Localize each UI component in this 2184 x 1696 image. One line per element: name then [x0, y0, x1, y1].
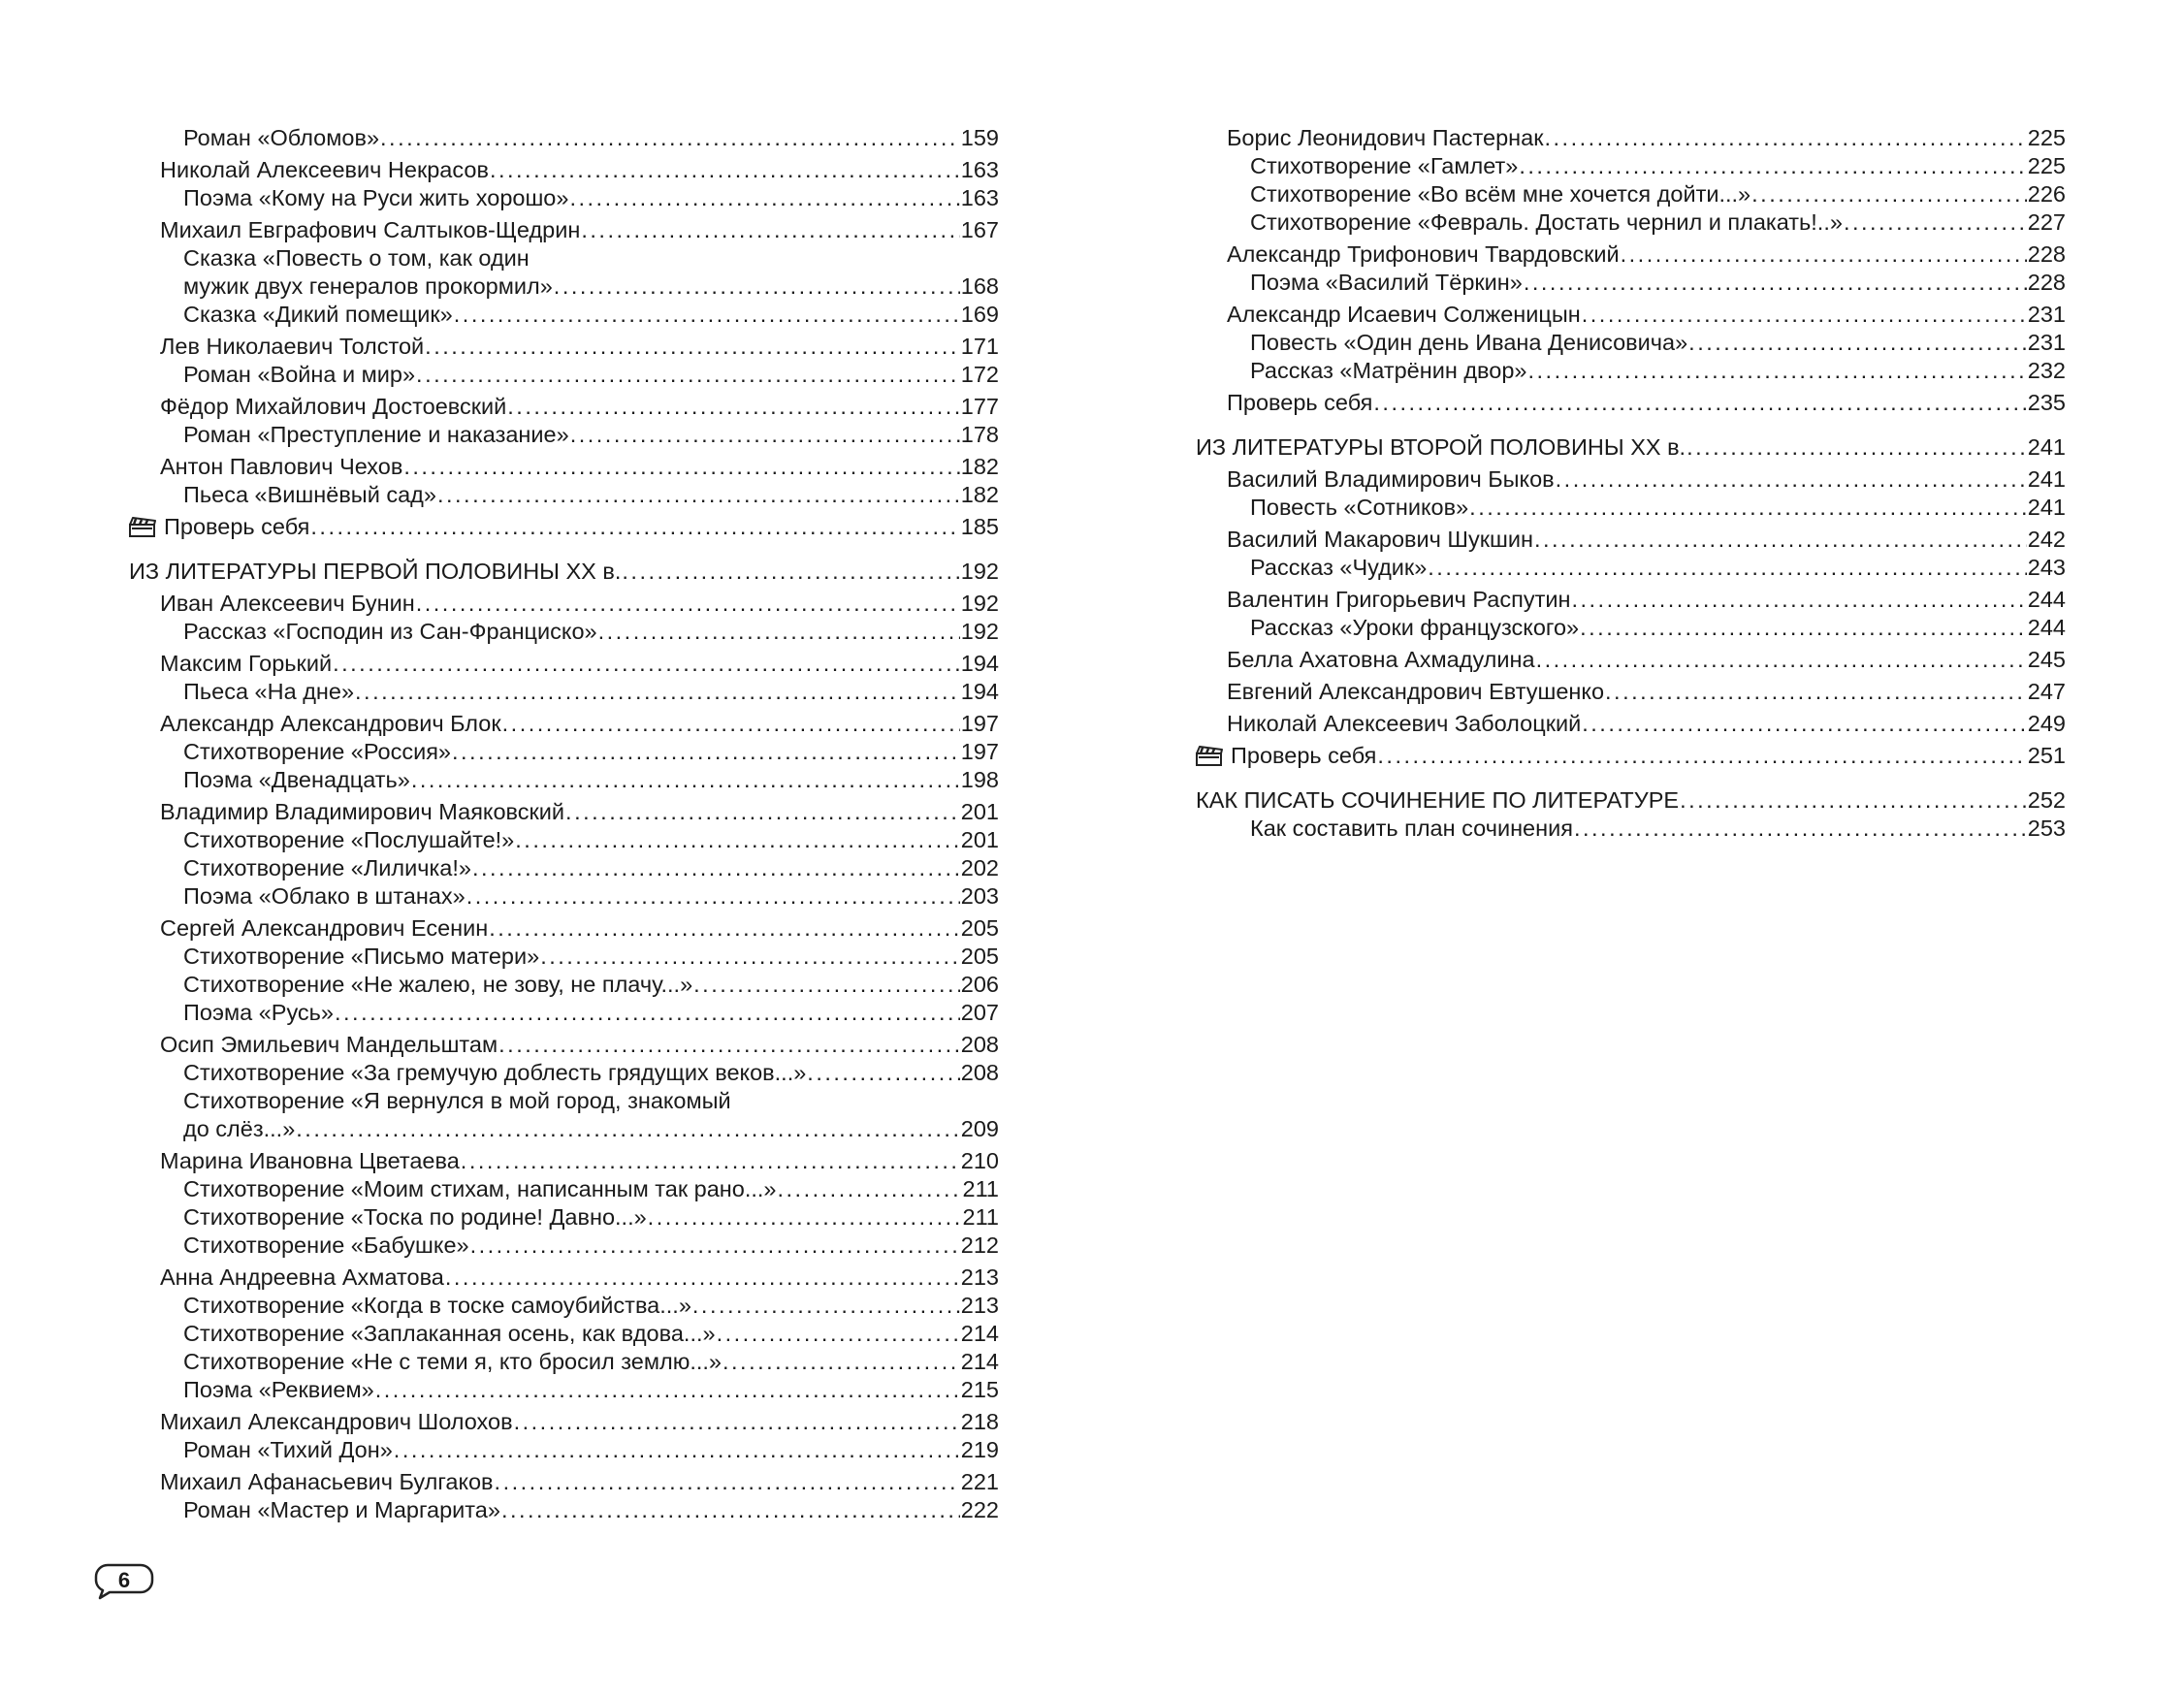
entry-page: 198	[960, 767, 999, 792]
dot-leader	[570, 421, 960, 449]
entry-page: 221	[960, 1469, 999, 1494]
entry-title: Николай Алексеевич Некрасов	[160, 157, 489, 182]
entry-page: 213	[960, 1264, 999, 1290]
dot-leader	[515, 826, 960, 854]
toc-entry[interactable]	[129, 1348, 999, 1376]
entry-title: Марина Ивановна Цветаева	[160, 1148, 460, 1173]
toc-entry[interactable]	[129, 272, 999, 301]
toc-entry[interactable]	[129, 1376, 999, 1404]
dot-leader	[490, 156, 960, 184]
dot-leader	[1605, 678, 2027, 706]
toc-entry[interactable]	[1196, 124, 2066, 152]
entry-title: Александр Трифонович Твардовский	[1227, 241, 1620, 267]
dot-leader	[296, 1115, 960, 1143]
toc-entry[interactable]	[129, 854, 999, 882]
entry-page: 241	[2027, 434, 2066, 460]
entry-page: 218	[960, 1409, 999, 1434]
entry-title: Василий Макарович Шукшин	[1227, 527, 1533, 552]
dot-leader	[1844, 208, 2027, 237]
toc-entry[interactable]	[129, 393, 999, 421]
toc-entry[interactable]	[129, 156, 999, 184]
entry-title: Повесть «Сотников»	[1250, 495, 1469, 520]
entry-page: 214	[960, 1321, 999, 1346]
entry-page: 194	[960, 651, 999, 676]
entry-page: 253	[2027, 816, 2066, 841]
toc-entry[interactable]	[129, 914, 999, 943]
entry-page: 219	[960, 1437, 999, 1462]
dot-leader	[394, 1436, 960, 1464]
dot-leader	[565, 798, 960, 826]
toc-entry[interactable]	[1196, 152, 2066, 180]
entry-title: Сергей Александрович Есенин	[160, 915, 489, 941]
entry-page: 182	[960, 482, 999, 507]
entry-page: 177	[960, 394, 999, 419]
dot-leader	[1524, 269, 2027, 297]
section-title: КАК ПИСАТЬ СОЧИНЕНИЕ ПО ЛИТЕРАТУРЕ	[1196, 787, 1680, 813]
entry-title: Стихотворение «Не с теми я, кто бросил землю...»	[183, 1349, 722, 1374]
entry-title: Стихотворение «Заплаканная осень, как вдова...»	[183, 1321, 716, 1346]
entry-page: 213	[960, 1293, 999, 1318]
entry-title: Михаил Афанасьевич Булгаков	[160, 1469, 494, 1494]
dot-leader	[1556, 465, 2027, 494]
toc-entry-self-check[interactable]	[129, 513, 999, 541]
dot-leader	[540, 943, 960, 971]
dot-leader	[1621, 240, 2027, 269]
dot-leader	[693, 971, 960, 999]
dot-leader	[598, 618, 960, 646]
entry-title: Стихотворение «Бабушке»	[183, 1232, 469, 1258]
dot-leader	[502, 710, 960, 738]
entry-title: Стихотворение «Письмо матери»	[183, 944, 540, 969]
dot-leader	[472, 854, 960, 882]
entry-title: Проверь себя	[1227, 390, 1373, 415]
toc-entry[interactable]	[129, 650, 999, 678]
toc-entry[interactable]	[129, 1468, 999, 1496]
entry-page: 228	[2027, 241, 2066, 267]
dot-leader	[470, 1232, 960, 1260]
dot-leader	[1680, 786, 2027, 815]
entry-title: Фёдор Михайлович Достоевский	[160, 394, 507, 419]
entry-page: 197	[960, 739, 999, 764]
dot-leader	[333, 650, 960, 678]
toc-entry[interactable]	[129, 1264, 999, 1292]
entry-page: 192	[960, 559, 999, 584]
dot-leader	[723, 1348, 960, 1376]
entry-page: 211	[962, 1204, 999, 1230]
entry-page: 228	[2027, 270, 2066, 295]
dot-leader	[1571, 586, 2026, 614]
toc-entry[interactable]	[1196, 614, 2066, 642]
clapperboard-icon	[129, 516, 156, 537]
toc-entry-wrapped-line: Стихотворение «Я вернулся в мой город, знакомый	[183, 1088, 731, 1113]
toc-entry[interactable]	[129, 361, 999, 389]
dot-leader	[501, 1496, 960, 1524]
entry-page: 227	[2027, 209, 2066, 235]
page-number: 6	[117, 1568, 131, 1592]
entry-title: Рассказ «Уроки французского»	[1250, 615, 1580, 640]
entry-title: Василий Владимирович Быков	[1227, 466, 1555, 492]
toc-section-heading[interactable]	[129, 558, 999, 586]
toc-entry[interactable]	[129, 1408, 999, 1436]
toc-entry[interactable]	[129, 618, 999, 646]
dot-leader	[554, 272, 960, 301]
entry-page: 192	[960, 591, 999, 616]
toc-entry[interactable]	[1196, 646, 2066, 674]
dot-leader	[1536, 646, 2027, 674]
toc-entry[interactable]	[129, 766, 999, 794]
entry-title: Борис Леонидович Пастернак	[1227, 125, 1544, 150]
dot-leader	[1686, 433, 2027, 462]
entry-title: мужик двух генералов прокормил»	[183, 273, 553, 299]
toc-entry[interactable]	[129, 1115, 999, 1143]
entry-title: Поэма «Реквием»	[183, 1377, 374, 1402]
toc-entry[interactable]	[1196, 301, 2066, 329]
entry-title: Николай Алексеевич Заболоцкий	[1227, 711, 1582, 736]
dot-leader	[461, 1147, 960, 1175]
toc-entry[interactable]	[1196, 465, 2066, 494]
entry-title: Стихотворение «Февраль. Достать чернил и плакать!..»	[1250, 209, 1843, 235]
entry-title: Стихотворение «Лиличка!»	[183, 855, 471, 880]
entry-title: Сказка «Дикий помещик»	[183, 302, 453, 327]
toc-entry[interactable]	[129, 453, 999, 481]
entry-title: Пьеса «Вишнёвый сад»	[183, 482, 436, 507]
clapperboard-icon	[1196, 745, 1223, 766]
dot-leader	[454, 301, 960, 329]
dot-leader	[452, 738, 960, 766]
entry-page: 243	[2027, 555, 2066, 580]
entry-page: 206	[960, 972, 999, 997]
entry-title: Поэма «Русь»	[183, 1000, 334, 1025]
entry-page: 163	[960, 185, 999, 210]
entry-title: Стихотворение «Гамлет»	[1250, 153, 1519, 178]
toc-entry[interactable]	[1196, 526, 2066, 554]
dot-leader	[310, 513, 959, 541]
section-title: ИЗ ЛИТЕРАТУРЫ ВТОРОЙ ПОЛОВИНЫ XX в.	[1196, 434, 1686, 460]
entry-page: 209	[960, 1116, 999, 1141]
entry-page: 241	[2027, 495, 2066, 520]
dot-leader	[416, 590, 960, 618]
entry-title: Евгений Александрович Евтушенко	[1227, 679, 1605, 704]
entry-title: Рассказ «Господин из Сан-Франциско»	[183, 619, 597, 644]
entry-page: 222	[960, 1497, 999, 1522]
dot-leader	[335, 999, 960, 1027]
toc-entry-wrapped-line: Сказка «Повесть о том, как один	[183, 245, 530, 271]
entry-page: 231	[2027, 302, 2066, 327]
entry-page: 168	[960, 273, 999, 299]
entry-title: Рассказ «Матрёнин двор»	[1250, 358, 1527, 383]
entry-page: 242	[2027, 527, 2066, 552]
entry-title: Как составить план сочинения	[1250, 816, 1573, 841]
entry-title: Проверь себя	[1231, 743, 1377, 768]
toc-entry[interactable]	[1196, 678, 2066, 706]
dot-leader	[1534, 526, 2027, 554]
toc-entry[interactable]	[1196, 357, 2066, 385]
toc-entry[interactable]	[129, 1496, 999, 1524]
toc-section-heading[interactable]	[1196, 786, 2066, 815]
toc-entry[interactable]	[129, 943, 999, 971]
toc-entry[interactable]	[129, 1031, 999, 1059]
toc-entry[interactable]	[1196, 329, 2066, 357]
entry-title: Антон Павлович Чехов	[160, 454, 403, 479]
toc-section-heading[interactable]	[1196, 433, 2066, 462]
toc-entry[interactable]	[129, 1232, 999, 1260]
toc-entry[interactable]	[129, 1292, 999, 1320]
entry-title: Стихотворение «Послушайте!»	[183, 827, 515, 852]
entry-page: 171	[960, 334, 999, 359]
entry-page: 235	[2027, 390, 2066, 415]
dot-leader	[466, 882, 960, 911]
toc-entry[interactable]	[129, 678, 999, 706]
entry-title: Роман «Тихий Дон»	[183, 1437, 393, 1462]
entry-page: 244	[2027, 587, 2066, 612]
entry-title: Белла Ахатовна Ахмадулина	[1227, 647, 1535, 672]
entry-page: 245	[2027, 647, 2066, 672]
dot-leader	[514, 1408, 960, 1436]
entry-page: 225	[2027, 153, 2066, 178]
entry-page: 197	[960, 711, 999, 736]
entry-title: Роман «Мастер и Маргарита»	[183, 1497, 500, 1522]
entry-page: 251	[2027, 743, 2066, 768]
entry-title: Проверь себя	[164, 514, 310, 539]
dot-leader	[489, 914, 960, 943]
entry-page: 202	[960, 855, 999, 880]
entry-title: Стихотворение «Не жалею, не зову, не плачу...»	[183, 972, 693, 997]
dot-leader	[1751, 180, 2027, 208]
entry-title: Поэма «Двенадцать»	[183, 767, 410, 792]
entry-title: Стихотворение «За гремучую доблесть грядущих веков...»	[183, 1060, 807, 1085]
toc-entry[interactable]	[129, 590, 999, 618]
dot-leader	[1580, 614, 2027, 642]
entry-page: 215	[960, 1377, 999, 1402]
entry-title: Владимир Владимирович Маяковский	[160, 799, 565, 824]
toc-entry[interactable]	[129, 1436, 999, 1464]
toc-entry[interactable]	[1196, 269, 2066, 297]
entry-title: Осип Эмильевич Мандельштам	[160, 1032, 498, 1057]
entry-title: до слёз...»	[183, 1116, 296, 1141]
toc-entry[interactable]	[129, 421, 999, 449]
dot-leader	[380, 124, 960, 152]
entry-title: Пьеса «На дне»	[183, 679, 355, 704]
entry-title: Иван Алексеевич Бунин	[160, 591, 415, 616]
entry-page: 208	[960, 1060, 999, 1085]
dot-leader	[1528, 357, 2027, 385]
entry-page: 167	[960, 217, 999, 242]
dot-leader	[717, 1320, 960, 1348]
dot-leader	[692, 1292, 960, 1320]
entry-title: Стихотворение «Во всём мне хочется дойти...»	[1250, 181, 1751, 207]
dot-leader	[648, 1203, 962, 1232]
entry-page: 178	[960, 422, 999, 447]
entry-page: 214	[960, 1349, 999, 1374]
toc-entry[interactable]	[129, 184, 999, 212]
entry-page: 247	[2027, 679, 2066, 704]
toc-entry[interactable]	[1196, 208, 2066, 237]
dot-leader	[1574, 815, 2027, 843]
dot-leader	[1519, 152, 2026, 180]
dot-leader	[1582, 710, 2027, 738]
dot-leader	[416, 361, 960, 389]
entry-page: 212	[960, 1232, 999, 1258]
entry-page: 185	[960, 514, 999, 539]
entry-title: Михаил Евграфович Салтыков-Щедрин	[160, 217, 581, 242]
dot-leader	[445, 1264, 960, 1292]
toc-entry[interactable]	[129, 1175, 999, 1203]
entry-page: 182	[960, 454, 999, 479]
dot-leader	[777, 1175, 961, 1203]
entry-page: 241	[2027, 466, 2066, 492]
entry-page: 201	[960, 799, 999, 824]
toc-entry[interactable]	[1196, 815, 2066, 843]
entry-page: 244	[2027, 615, 2066, 640]
entry-page: 169	[960, 302, 999, 327]
dot-leader	[1373, 389, 2026, 417]
entry-page: 203	[960, 883, 999, 909]
toc-entry[interactable]	[129, 971, 999, 999]
entry-page: 172	[960, 362, 999, 387]
dot-leader	[507, 393, 960, 421]
toc-entry[interactable]	[1196, 554, 2066, 582]
toc-right-column	[1196, 124, 2066, 843]
entry-page: 163	[960, 157, 999, 182]
dot-leader	[622, 558, 959, 586]
entry-page: 225	[2027, 125, 2066, 150]
dot-leader	[807, 1059, 959, 1087]
entry-title: Роман «Обломов»	[183, 125, 380, 150]
dot-leader	[375, 1376, 960, 1404]
dot-leader	[495, 1468, 960, 1496]
toc-entry[interactable]	[129, 738, 999, 766]
toc-entry[interactable]	[129, 999, 999, 1027]
entry-page: 159	[960, 125, 999, 150]
dot-leader	[437, 481, 960, 509]
entry-page: 226	[2027, 181, 2066, 207]
entry-page: 232	[2027, 358, 2066, 383]
toc-entry[interactable]	[1196, 180, 2066, 208]
entry-page: 249	[2027, 711, 2066, 736]
entry-title: Максим Горький	[160, 651, 333, 676]
entry-title: Валентин Григорьевич Распутин	[1227, 587, 1571, 612]
toc-entry[interactable]	[129, 1203, 999, 1232]
toc-entry[interactable]	[129, 798, 999, 826]
entry-title: Александр Исаевич Солженицын	[1227, 302, 1581, 327]
dot-leader	[411, 766, 960, 794]
entry-page: 207	[960, 1000, 999, 1025]
entry-title: Михаил Александрович Шолохов	[160, 1409, 513, 1434]
toc-left-column	[129, 124, 999, 1524]
toc-entry[interactable]	[129, 1320, 999, 1348]
toc-entry[interactable]	[1196, 389, 2066, 417]
page-number-badge	[94, 1561, 154, 1600]
toc-entry[interactable]	[129, 301, 999, 329]
dot-leader	[425, 333, 960, 361]
entry-title: Роман «Война и мир»	[183, 362, 416, 387]
dot-leader	[1377, 742, 2026, 770]
entry-title: Повесть «Один день Ивана Денисовича»	[1250, 330, 1688, 355]
entry-title: Анна Андреевна Ахматова	[160, 1264, 444, 1290]
section-title: ИЗ ЛИТЕРАТУРЫ ПЕРВОЙ ПОЛОВИНЫ XX в.	[129, 559, 622, 584]
entry-page: 205	[960, 944, 999, 969]
toc-entry[interactable]	[129, 826, 999, 854]
toc-entry[interactable]	[129, 1147, 999, 1175]
entry-title: Стихотворение «Моим стихам, написанным так рано...»	[183, 1176, 777, 1201]
toc-entry[interactable]	[1196, 586, 2066, 614]
entry-title: Стихотворение «Тоска по родине! Давно...»	[183, 1204, 647, 1230]
entry-page: 210	[960, 1148, 999, 1173]
dot-leader	[569, 184, 959, 212]
entry-page: 208	[960, 1032, 999, 1057]
toc-entry[interactable]	[129, 481, 999, 509]
toc-entry[interactable]	[129, 710, 999, 738]
entry-title: Поэма «Облако в штанах»	[183, 883, 466, 909]
dot-leader	[1469, 494, 2027, 522]
entry-page: 211	[962, 1176, 999, 1201]
entry-title: Стихотворение «Когда в тоске самоубийства...»	[183, 1293, 691, 1318]
dot-leader	[1428, 554, 2027, 582]
entry-title: Роман «Преступление и наказание»	[183, 422, 569, 447]
entry-page: 252	[2027, 787, 2066, 813]
dot-leader	[403, 453, 959, 481]
entry-page: 201	[960, 827, 999, 852]
toc-entry[interactable]	[129, 1059, 999, 1087]
entry-title: Рассказ «Чудик»	[1250, 555, 1428, 580]
entry-page: 231	[2027, 330, 2066, 355]
dot-leader	[1688, 329, 2027, 357]
dot-leader	[581, 216, 959, 244]
toc-entry[interactable]	[1196, 240, 2066, 269]
toc-entry[interactable]	[129, 124, 999, 152]
toc-entry[interactable]	[129, 333, 999, 361]
entry-title: Поэма «Василий Тёркин»	[1250, 270, 1523, 295]
entry-title: Александр Александрович Блок	[160, 711, 501, 736]
entry-title: Стихотворение «Россия»	[183, 739, 451, 764]
dot-leader	[1544, 124, 2026, 152]
toc-entry[interactable]	[1196, 494, 2066, 522]
dot-leader	[355, 678, 960, 706]
toc-entry[interactable]	[1196, 710, 2066, 738]
toc-entry[interactable]	[129, 216, 999, 244]
entry-title: Поэма «Кому на Руси жить хорошо»	[183, 185, 569, 210]
dot-leader	[498, 1031, 960, 1059]
entry-page: 194	[960, 679, 999, 704]
entry-title: Лев Николаевич Толстой	[160, 334, 425, 359]
entry-page: 192	[960, 619, 999, 644]
entry-page: 205	[960, 915, 999, 941]
toc-entry[interactable]	[129, 882, 999, 911]
toc-entry-self-check[interactable]	[1196, 742, 2066, 770]
dot-leader	[1582, 301, 2027, 329]
